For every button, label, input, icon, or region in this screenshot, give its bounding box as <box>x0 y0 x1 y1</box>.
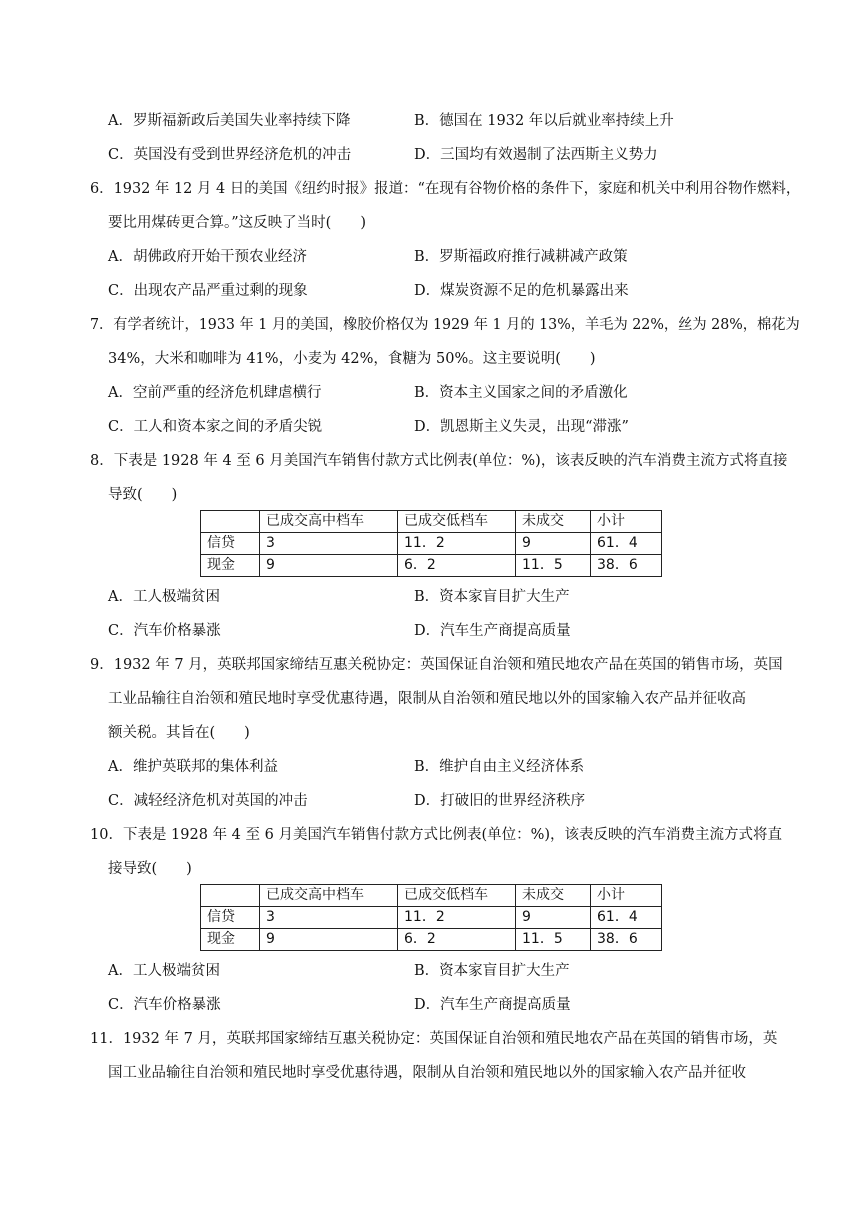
table-cell: 现金 <box>201 555 260 577</box>
table-row <box>201 555 662 577</box>
option-b[interactable]: B．资本家盲目扩大生产 <box>414 589 570 605</box>
payment-table <box>200 884 662 951</box>
option-c[interactable]: C．减轻经济危机对英国的冲击 <box>108 793 308 809</box>
option-b[interactable]: B．资本主义国家之间的矛盾激化 <box>414 385 628 401</box>
option-a[interactable]: A．工人极端贫困 <box>108 589 220 605</box>
table-header-cell <box>201 885 260 907</box>
table-cell: 6．2 <box>398 555 516 577</box>
table-cell: 11．2 <box>398 533 516 555</box>
question-8-stem-cont: 导致( ) <box>108 487 178 503</box>
table-cell: 3 <box>260 907 398 929</box>
table-cell: 9 <box>516 533 591 555</box>
table-row <box>201 907 662 929</box>
table-cell: 现金 <box>201 929 260 951</box>
table-cell: 9 <box>516 907 591 929</box>
option-a[interactable]: A．维护英联邦的集体利益 <box>108 759 278 775</box>
question-11-stem: 11．1932 年 7 月，英联邦国家缔结互惠关税协定：英国保证自治领和殖民地农产品在英国的销售市场，英 <box>90 1031 778 1047</box>
table-cell: 3 <box>260 533 398 555</box>
question-9-stem-cont: 工业品输往自治领和殖民地时享受优惠待遇，限制从自治领和殖民地以外的国家输入农产品并征收高 <box>108 691 746 707</box>
option-c[interactable]: C．工人和资本家之间的矛盾尖锐 <box>108 419 323 435</box>
table-cell: 61．4 <box>591 533 662 555</box>
question-11-stem-cont: 国工业品输往自治领和殖民地时享受优惠待遇，限制从自治领和殖民地以外的国家输入农产品并征收 <box>108 1065 746 1081</box>
option-d[interactable]: D．汽车生产商提高质量 <box>414 623 571 639</box>
table-header-cell: 已成交高中档车 <box>260 885 398 907</box>
table-cell: 11．5 <box>516 929 591 951</box>
option-b[interactable]: B．资本家盲目扩大生产 <box>414 963 570 979</box>
table-cell: 9 <box>260 555 398 577</box>
option-d[interactable]: D．三国均有效遏制了法西斯主义势力 <box>414 147 658 163</box>
table-cell: 11．5 <box>516 555 591 577</box>
table-header-cell <box>201 511 260 533</box>
option-b[interactable]: B．罗斯福政府推行减耕减产政策 <box>414 249 628 265</box>
table-header-cell: 小计 <box>591 885 662 907</box>
table-header-cell: 未成交 <box>516 885 591 907</box>
option-d[interactable]: D．打破旧的世界经济秩序 <box>414 793 586 809</box>
question-9-stem: 9．1932 年 7 月，英联邦国家缔结互惠关税协定：英国保证自治领和殖民地农产品在英国的销售市场，英国 <box>90 657 783 673</box>
table-cell: 信贷 <box>201 907 260 929</box>
table-cell: 信贷 <box>201 533 260 555</box>
table-cell: 61．4 <box>591 907 662 929</box>
option-c[interactable]: C．出现农产品严重过剩的现象 <box>108 283 308 299</box>
option-a[interactable]: A．空前严重的经济危机肆虐横行 <box>108 385 322 401</box>
question-7-stem: 7．有学者统计，1933 年 1 月的美国，橡胶价格仅为 1929 年 1 月的 13%，羊毛为 22%，丝为 28%，棉花为 <box>90 317 800 333</box>
question-9-stem-cont: 额关税。其旨在( ) <box>108 725 250 741</box>
option-b[interactable]: B．德国在 1932 年以后就业率持续上升 <box>414 113 674 129</box>
table-header-cell: 已成交低档车 <box>398 511 516 533</box>
option-b[interactable]: B．维护自由主义经济体系 <box>414 759 585 775</box>
table-row <box>201 533 662 555</box>
option-d[interactable]: D．汽车生产商提高质量 <box>414 997 571 1013</box>
payment-table <box>200 510 662 577</box>
option-d[interactable]: D．凯恩斯主义失灵，出现“滞涨” <box>414 419 629 435</box>
option-a[interactable]: A．工人极端贫困 <box>108 963 220 979</box>
table-cell: 38．6 <box>591 929 662 951</box>
option-d[interactable]: D．煤炭资源不足的危机暴露出来 <box>414 283 629 299</box>
question-10-stem: 10．下表是 1928 年 4 至 6 月美国汽车销售付款方式比例表(单位：%)，该表反映的汽车消费主流方式将直 <box>90 827 783 843</box>
table-cell: 6．2 <box>398 929 516 951</box>
question-6-stem: 6．1932 年 12 月 4 日的美国《纽约时报》报道：“在现有谷物价格的条件下，家庭和机关中利用谷物作燃料， <box>90 181 801 197</box>
table-row <box>201 929 662 951</box>
table-header-cell: 小计 <box>591 511 662 533</box>
table-cell: 9 <box>260 929 398 951</box>
option-c[interactable]: C．英国没有受到世界经济危机的冲击 <box>108 147 352 163</box>
table-header-cell: 已成交低档车 <box>398 885 516 907</box>
question-10-stem-cont: 接导致( ) <box>108 861 192 877</box>
table-cell: 38．6 <box>591 555 662 577</box>
option-a[interactable]: A．胡佛政府开始干预农业经济 <box>108 249 307 265</box>
option-a[interactable]: A．罗斯福新政后美国失业率持续下降 <box>108 113 351 129</box>
question-7-stem-cont: 34%，大米和咖啡为 41%，小麦为 42%，食糖为 50%。这主要说明( ) <box>108 351 596 367</box>
table-cell: 11．2 <box>398 907 516 929</box>
table-header-row <box>201 511 662 533</box>
table-header-cell: 已成交高中档车 <box>260 511 398 533</box>
table-header-cell: 未成交 <box>516 511 591 533</box>
option-c[interactable]: C．汽车价格暴涨 <box>108 623 221 639</box>
question-6-stem-cont: 要比用煤砖更合算。”这反映了当时( ) <box>108 215 366 231</box>
question-8-stem: 8．下表是 1928 年 4 至 6 月美国汽车销售付款方式比例表(单位：%)，该表反映的汽车消费主流方式将直接 <box>90 453 788 469</box>
option-c[interactable]: C．汽车价格暴涨 <box>108 997 221 1013</box>
table-header-row <box>201 885 662 907</box>
